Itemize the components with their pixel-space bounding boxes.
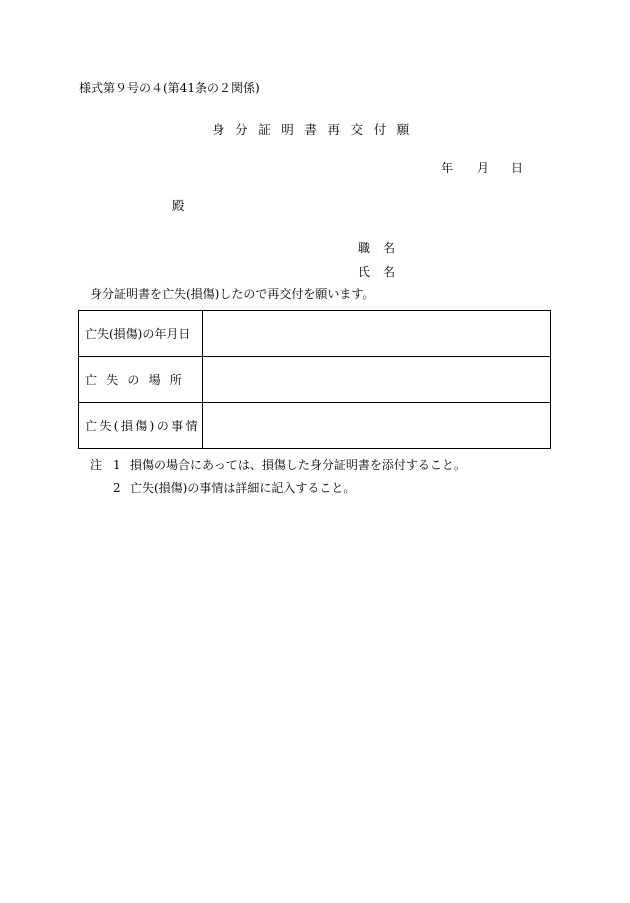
row-label-loss-place: 亡失の場所 <box>79 357 203 403</box>
table-row <box>79 357 551 403</box>
table-row <box>79 403 551 449</box>
note-text: 亡失(損傷)の事情は詳細に記入すること。 <box>130 481 356 495</box>
date-month-label: 月 <box>477 161 490 175</box>
row-label-loss-date: 亡失(損傷)の年月日 <box>79 311 203 357</box>
request-sentence: 身分証明書を亡失(損傷)したので再交付を願います。 <box>90 287 375 301</box>
date-day-label: 日 <box>511 161 524 175</box>
row-label-loss-circumstances: 亡失(損傷)の事情 <box>79 403 203 449</box>
note-text: 損傷の場合にあっては、損傷した身分証明書を添付すること。 <box>130 458 466 472</box>
date-year-label: 年 <box>441 161 454 175</box>
form-number: 様式第９号の４(第41条の２関係) <box>79 81 260 95</box>
document-title: 身分証明書再交付願 <box>212 122 420 137</box>
addressee-suffix: 殿 <box>172 198 185 213</box>
position-label: 職名 <box>358 241 409 255</box>
note-number: 1 <box>113 458 121 472</box>
name-label: 氏名 <box>358 265 409 279</box>
note-number: 2 <box>113 481 121 495</box>
notes-prefix: 注 <box>90 458 103 472</box>
row-value-loss-circumstances[interactable] <box>203 403 551 449</box>
table-row <box>79 311 551 357</box>
row-value-loss-place[interactable] <box>203 357 551 403</box>
row-value-loss-date[interactable] <box>203 311 551 357</box>
info-table <box>78 310 551 449</box>
